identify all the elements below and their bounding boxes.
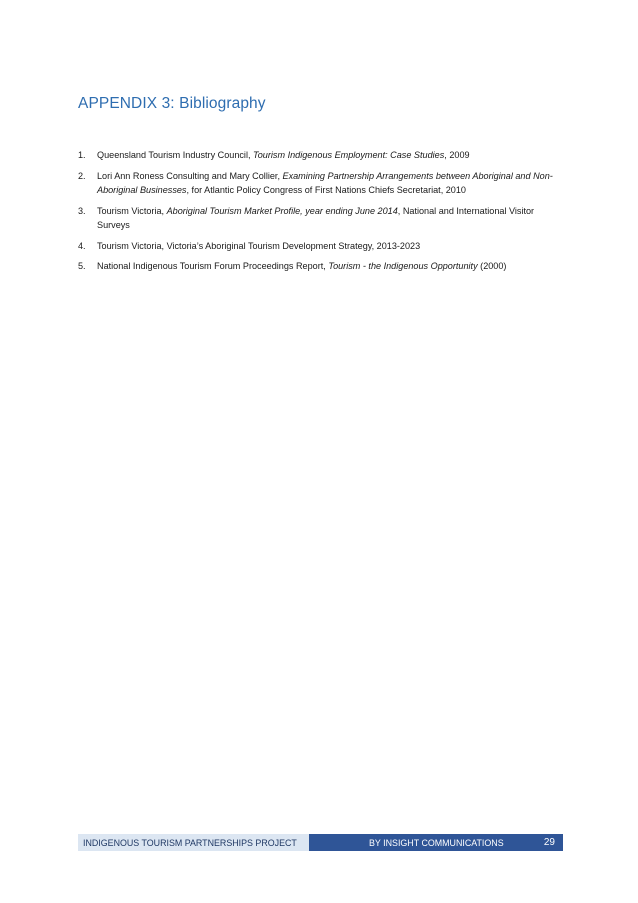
bibliography-list [78,148,564,280]
page-heading: APPENDIX 3: Bibliography [78,95,266,112]
reference-number: 4. [78,240,86,251]
reference-title: Examining Partnership Arrangements between Aboriginal and Non-Aboriginal Businesses [97,170,553,195]
reference-number: 1. [78,150,86,160]
reference-text: Tourism Victoria, Victoria’s Aboriginal Tourism Development Strategy, 2013-2023 [97,240,421,251]
reference-text: Queensland Tourism Industry Council, [97,150,254,160]
reference-item [78,169,564,198]
reference-number: 5. [78,261,86,271]
reference-item [78,148,564,163]
reference-item [78,259,564,274]
reference-text: , 2009 [444,150,470,160]
reference-title: Tourism Indigenous Employment: Case Studies [253,150,445,160]
reference-text: (2000) [477,261,507,271]
reference-text: , for Atlantic Policy Congress of First Nations Chiefs Secretariat, 2010 [186,185,466,195]
reference-text: , National and International Visitor Surveys [97,205,535,230]
page-footer [78,834,563,851]
footer-project-title: INDIGENOUS TOURISM PARTNERSHIPS PROJECT [83,837,297,848]
reference-number: 2. [78,170,86,181]
reference-title: Tourism - the Indigenous Opportunity [328,261,478,271]
reference-item [78,239,564,254]
footer-credit: BY INSIGHT COMMUNICATIONS [369,837,504,848]
reference-title: Aboriginal Tourism Market Profile, year ending June 2014 [166,205,398,216]
reference-text: National Indigenous Tourism Forum Proceedings Report, [97,261,329,271]
footer-project-band [78,834,309,851]
reference-item [78,204,564,233]
reference-number: 3. [78,205,86,216]
footer-credit-band [309,834,563,851]
page-number: 29 [543,837,555,848]
reference-text: Tourism Victoria, [97,205,167,216]
reference-text: Lori Ann Roness Consulting and Mary Collier, [97,170,283,181]
